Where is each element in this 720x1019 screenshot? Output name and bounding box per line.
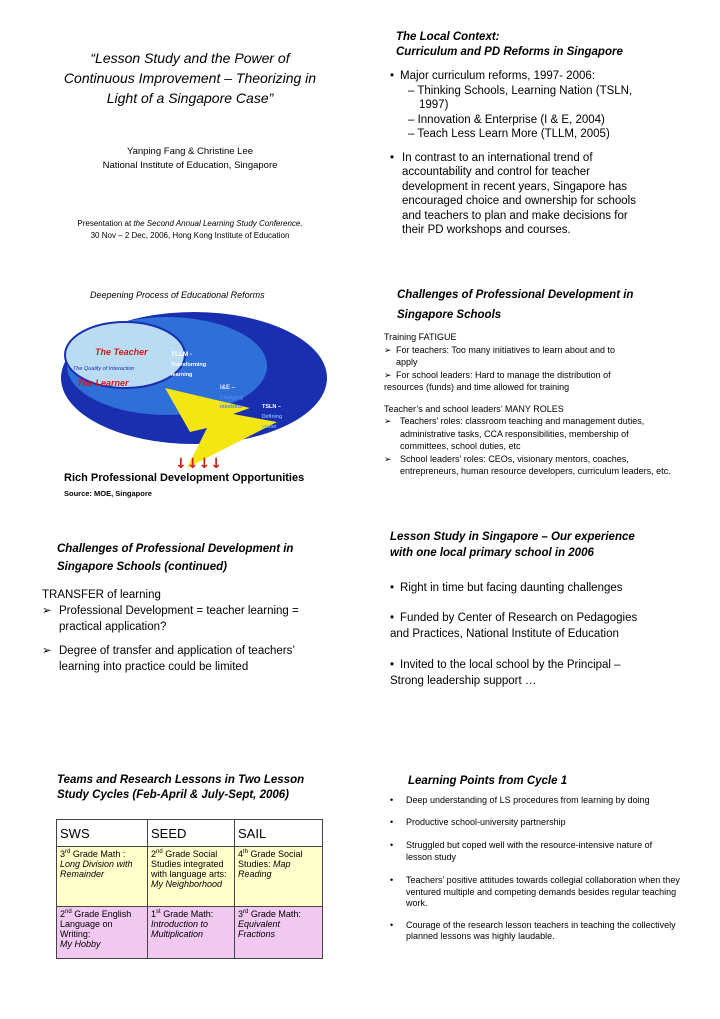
presentation-date: 30 Nov – 2 Dec, 2006, Hong Kong Institute of Education	[90, 231, 290, 240]
label-tsln-1: TSLN –	[262, 404, 281, 410]
point-courage: Courage of the research lesson teachers in teaching the collectively planned lessons was highly laudable.	[406, 919, 676, 941]
table-row	[57, 907, 323, 959]
point-attitudes: Teachers’ positive attitudes towards collegial collaboration when they ventured multiple and competing demands besides regular teaching work.	[406, 875, 680, 908]
roles-teachers: Teachers’ roles: classroom teaching and management duties, administrative tasks, CCA responsibilities, membership of committees, school duties, etc	[400, 416, 645, 451]
fatigue-leaders: For school leaders: Hard to manage the distribution of	[396, 369, 611, 380]
cell-seed-2: 1st Grade Math: Introduction to Multiplication	[148, 907, 235, 959]
roles-leaders: School leaders’ roles: CEOs, visionary mentors, coaches, entrepreneurs, human resource developers, curriculum leaders, etc.	[400, 453, 671, 476]
reform-tsln-year: 1997)	[419, 99, 449, 111]
point-funding: • Funded by Center of Research on Pedagogies and Practices, National Institute of Education	[390, 610, 645, 642]
title-line-3: Light of a Singapore Case”	[106, 90, 274, 106]
label-teacher: The Teacher	[95, 347, 148, 357]
down-arrows-icon: ↓↓↓↓	[175, 456, 222, 472]
reform-ie: – Innovation & Enterprise (I & E, 2004)	[408, 113, 605, 126]
reforms-diagram	[55, 310, 355, 485]
reform-tsln: – Thinking Schools, Learning Nation (TSLN,	[408, 84, 633, 97]
header-sail: SAIL	[235, 820, 323, 847]
title-line-1: “Lesson Study and the Power of	[90, 50, 290, 66]
slide7-title-1: Teams and Research Lessons in Two Lesson	[57, 774, 305, 786]
slide7-title-2: Study Cycles (Feb-April & July-Sept, 2006)	[57, 789, 289, 801]
slide2-title-2: Curriculum and PD Reforms in Singapore	[396, 46, 623, 58]
bullet-contrast: In contrast to an international trend of accountability and control for teacher development in recent years, Singapore has encouraged choice and ownership for schools and teachers to plan and make decisions for their PD workshops and courses.	[402, 151, 636, 236]
label-tsln-3: vision	[262, 424, 277, 430]
point-invitation: • Invited to the local school by the Principal – Strong leadership support …	[390, 657, 645, 689]
reform-tllm: – Teach Less Learn More (TLLM, 2005)	[408, 128, 610, 140]
fatigue-teachers: For teachers: Too many initiatives to learn about and to apply	[396, 344, 615, 367]
bullet-reforms: • Major curriculum reforms, 1997- 2006:	[382, 69, 687, 84]
slide5-title-2: Singapore Schools (continued)	[57, 561, 227, 573]
cell-sws-1: 3rd Grade Math : Long Division with Remainder	[57, 847, 148, 907]
cell-seed-1: 2nd Grade Social Studies integrated with language arts: My Neighborhood	[148, 847, 235, 907]
label-tllm-3: learning	[171, 372, 193, 378]
label-ie-3: mindsets	[220, 404, 242, 410]
lesson-study-table	[56, 819, 323, 959]
label-tsln-2: Defining	[262, 414, 282, 420]
fatigue-heading: Training FATIGUE	[384, 332, 457, 342]
slide6-title-2: with one local primary school in 2006	[390, 547, 594, 559]
authors: Yanping Fang & Christine Lee	[126, 146, 254, 157]
slide5-title-1: Challenges of Professional Development in	[57, 543, 294, 555]
source-label: Source: MOE, Singapore	[64, 489, 152, 498]
label-tllm-2: Transforming	[171, 362, 207, 368]
label-tllm-1: TLLM -	[171, 351, 193, 358]
point-deep-understanding: Deep understanding of LS procedures from learning by doing	[406, 795, 650, 805]
label-learner: The Learner	[77, 378, 129, 388]
slide-reforms-diagram	[55, 288, 355, 503]
slide-teams-lessons	[56, 773, 356, 959]
roles-heading: Teacher’s and school leaders’ MANY ROLES	[384, 403, 564, 414]
point-partnership: Productive school-university partnership	[406, 816, 566, 827]
conference-name: the Second Annual Learning Study Conference,	[133, 219, 303, 228]
slide-local-context: The Local Context: Curriculum and PD Reforms in Singapore • Major curriculum reforms, 1997- 2006: – Thinking Schools, Learning Nation (TSLN, 1997) – Innovation & Enterprise (I & E, 2004) – Teach Less Learn More (TLLM, 2005) • In contrast to an international trend of accountability and control for teacher development in recent years, Singapore has encouraged choice and ownership for schools and teachers to plan and make decisions for their PD workshops and courses.	[382, 30, 687, 238]
fatigue-leaders-cont: resources (funds) and time allowed for training	[384, 382, 570, 392]
slide-learning-points: Learning Points from Cycle 1 • Deep understanding of LS procedures from learning by doing • Productive school-university partnership • Struggled but coped well with the resource-intensive nature of lesson study • Teachers’ positive attitudes towards collegial collaboration when they ventured multiple and competing demands besides regular teaching work. • Courage of the research lesson teachers in teaching the collectively planned lessons was highly laudable.	[390, 775, 690, 943]
slide8-title: Learning Points from Cycle 1	[408, 775, 568, 787]
transfer-pd: Professional Development = teacher learning = practical application?	[59, 605, 299, 633]
institute: National Institute of Education, Singapore	[102, 160, 278, 171]
cell-sws-2: 2nd Grade English Language on Writing: My Hobby	[57, 907, 148, 959]
slide2-title-1: The Local Context:	[396, 31, 500, 43]
table-row	[57, 847, 323, 907]
slide-lesson-study-sg	[390, 529, 690, 689]
slide-title	[40, 48, 340, 242]
slide4-title-1: Challenges of Professional Development in	[397, 289, 634, 301]
slide-challenges-continued	[42, 540, 342, 675]
transfer-heading: TRANSFER of learning	[42, 589, 161, 601]
presentation-prefix: Presentation at	[77, 219, 134, 228]
label-quality: The Quality of Interaction	[73, 366, 135, 372]
title-line-2: Continuous Improvement – Theorizing in	[63, 70, 317, 86]
label-ie-1: I&E –	[220, 385, 236, 391]
point-resource-intensive: Struggled but coped well with the resource-intensive nature of lesson study	[406, 840, 653, 862]
cell-sail-2: 3rd Grade Math: Equivalent Fractions	[235, 907, 323, 959]
header-seed: SEED	[148, 820, 235, 847]
transfer-degree: Degree of transfer and application of teachers’ learning into practice could be limited	[59, 645, 295, 673]
label-ie-2: Changing	[220, 395, 244, 401]
slide4-title-2: Singapore Schools	[397, 309, 502, 321]
slide-challenges	[384, 285, 689, 478]
diagram-title: Deepening Process of Educational Reforms	[90, 290, 265, 300]
header-sws: SWS	[57, 820, 148, 847]
point-timing: • Right in time but facing daunting challenges	[390, 580, 645, 596]
slide6-title-1: Lesson Study in Singapore – Our experience	[390, 531, 635, 543]
rich-pd-label: Rich Professional Development Opportunities	[64, 472, 305, 484]
cell-sail-1: 4th Grade Social Studies: Map Reading	[235, 847, 323, 907]
